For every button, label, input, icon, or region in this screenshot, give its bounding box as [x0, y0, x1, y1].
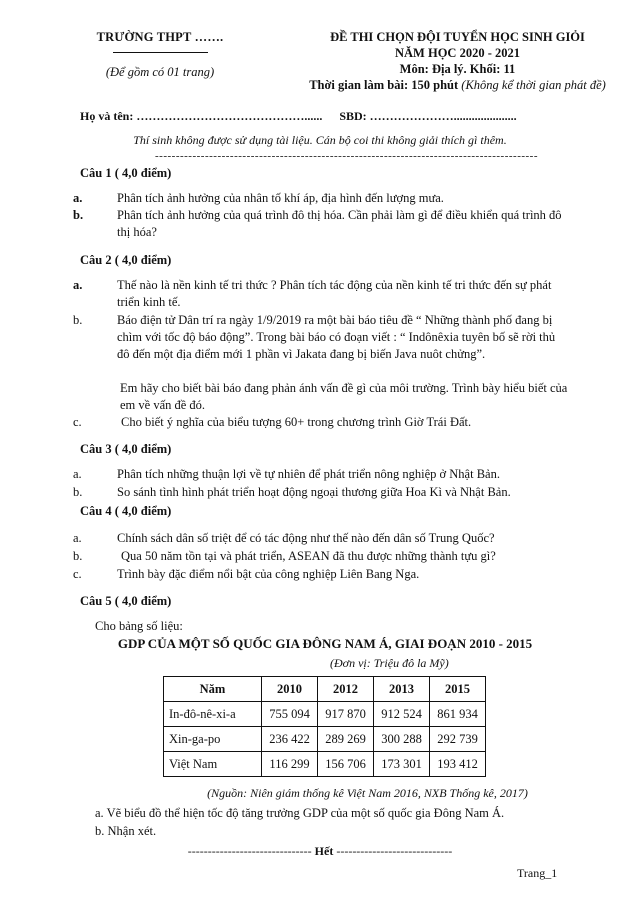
question-1-item-a: a. Phân tích ảnh hưởng của nhân tố khí áp, địa hình đến lượng mưa. [73, 191, 444, 205]
question-2-item-a: a. Thế nào là nền kinh tế tri thức ? Phân tích tác động của nền kinh tế tri thức đến sự phát triển kinh tế. [73, 278, 552, 309]
exam-title: ĐỀ THI CHỌN ĐỘI TUYỂN HỌC SINH GIỎI [330, 30, 585, 44]
pages-note: (Để gồm có 01 trang) [105, 65, 215, 79]
time-line [285, 77, 630, 93]
value-cell: 193 412 [430, 752, 486, 777]
separator-line: -------------------------------------------------------------------------------------------- [155, 150, 539, 162]
question-3-title: Câu 3 ( 4,0 điểm) [80, 442, 172, 456]
value-cell: 292 739 [430, 727, 486, 752]
table-intro: Cho bảng số liệu: [95, 619, 183, 633]
candidate-info [80, 109, 600, 124]
question-2-title: Câu 2 ( 4,0 điểm) [80, 253, 172, 267]
end-word: Hết [314, 844, 334, 858]
table-row [164, 727, 486, 752]
header-cell: 2013 [374, 677, 430, 702]
question-4-title: Câu 4 ( 4,0 điểm) [80, 504, 172, 518]
question-1-title: Câu 1 ( 4,0 điểm) [80, 166, 172, 180]
gdp-table [163, 676, 486, 777]
value-cell: 755 094 [262, 702, 318, 727]
end-marker [150, 844, 490, 859]
value-cell: 917 870 [318, 702, 374, 727]
table-row [164, 702, 486, 727]
value-cell: 156 706 [318, 752, 374, 777]
question-2-item-b-followup: Em hãy cho biết bài báo đang phản ánh vấn đề gì của môi trường. Trình bày hiểu biết của em về vấn đề đó. [120, 381, 568, 412]
school-underline [113, 52, 208, 53]
table-title: GDP CỦA MỘT SỐ QUỐC GIA ĐÔNG NAM Á, GIAI ĐOẠN 2010 - 2015 [117, 636, 533, 651]
country-cell: Việt Nam [164, 752, 262, 777]
time-main: Thời gian làm bài: 150 phút [309, 78, 459, 92]
header-cell: 2012 [318, 677, 374, 702]
school-year: NĂM HỌC 2020 - 2021 [395, 46, 520, 60]
header-right [285, 29, 630, 93]
header-cell: 2010 [262, 677, 318, 702]
value-cell: 912 524 [374, 702, 430, 727]
name-field-label: Họ và tên: ……………………………………...... [80, 109, 323, 123]
table-header-row [164, 677, 486, 702]
question-1-item-b: b. Phân tích ảnh hưởng của quá trình đô thị hóa. Cần phải làm gì để điều khiển quá trình đô thị hóa? [73, 208, 562, 239]
page-number: Trang_1 [517, 866, 558, 880]
question-3-item-a: a. Phân tích những thuận lợi về tự nhiên để phát triển nông nghiệp ở Nhật Bản. [73, 467, 500, 481]
table-unit: (Đơn vị: Triệu đô la Mỹ) [330, 656, 449, 670]
value-cell: 116 299 [262, 752, 318, 777]
question-4-item-c: c. Trình bày đặc điểm nổi bật của công nghiệp Liên Bang Nga. [73, 567, 420, 581]
question-4-item-a: a. Chính sách dân số triệt để có tác động như thế nào đến dân số Trung Quốc? [73, 531, 495, 545]
table-row [164, 752, 486, 777]
end-dashes-left: ------------------------------- [187, 844, 312, 858]
question-3-item-b: b. So sánh tình hình phát triển hoạt động ngoại thương giữa Hoa Kì và Nhật Bản. [73, 485, 511, 499]
header-left [60, 30, 260, 80]
time-note: (Không kể thời gian phát đề) [461, 78, 606, 92]
question-4-item-b: b. Qua 50 năm tồn tại và phát triển, ASEAN đã thu được những thành tựu gì? [73, 549, 496, 563]
header-cell-year: Năm [164, 677, 262, 702]
value-cell: 173 301 [374, 752, 430, 777]
question-5-title: Câu 5 ( 4,0 điểm) [80, 594, 172, 608]
question-5-task-a: a. Vẽ biểu đồ thể hiện tốc độ tăng trưởng GDP của một số quốc gia Đông Nam Á. [95, 806, 505, 820]
value-cell: 861 934 [430, 702, 486, 727]
value-cell: 236 422 [262, 727, 318, 752]
end-dashes-right: ----------------------------- [336, 844, 453, 858]
question-2-item-b: b. Báo điện tử Dân trí ra ngày 1/9/2019 ra một bài báo tiêu đề “ Những thành phố đang bị chìm với tốc độ báo động”. Trong bài báo có đoạn viết : “ Indônêxia tuyên bố sẽ rời thủ đô đến một địa điểm mới 1 phần vì Jakata đang bị biến Java nuôt chửng”. [73, 313, 556, 361]
school-name: TRƯỜNG THPT ……. [96, 30, 224, 44]
question-5-task-b: b. Nhận xét. [95, 824, 157, 838]
country-cell: Xin-ga-po [164, 727, 262, 752]
country-cell: In-đô-nê-xi-a [164, 702, 262, 727]
value-cell: 289 269 [318, 727, 374, 752]
table-source: (Nguồn: Niên giám thống kê Việt Nam 2016, NXB Thống kê, 2017) [207, 786, 528, 800]
question-2-item-c: c. Cho biết ý nghĩa của biểu tượng 60+ trong chương trình Giờ Trái Đất. [73, 415, 472, 429]
header-cell: 2015 [430, 677, 486, 702]
value-cell: 300 288 [374, 727, 430, 752]
sbd-field-label: SBD: …………………..................... [339, 109, 517, 123]
exam-rules: Thí sinh không được sử dụng tài liệu. Cán bộ coi thi không giải thích gì thêm. [133, 133, 507, 147]
subject-line: Môn: Địa lý. Khối: 11 [399, 62, 516, 76]
